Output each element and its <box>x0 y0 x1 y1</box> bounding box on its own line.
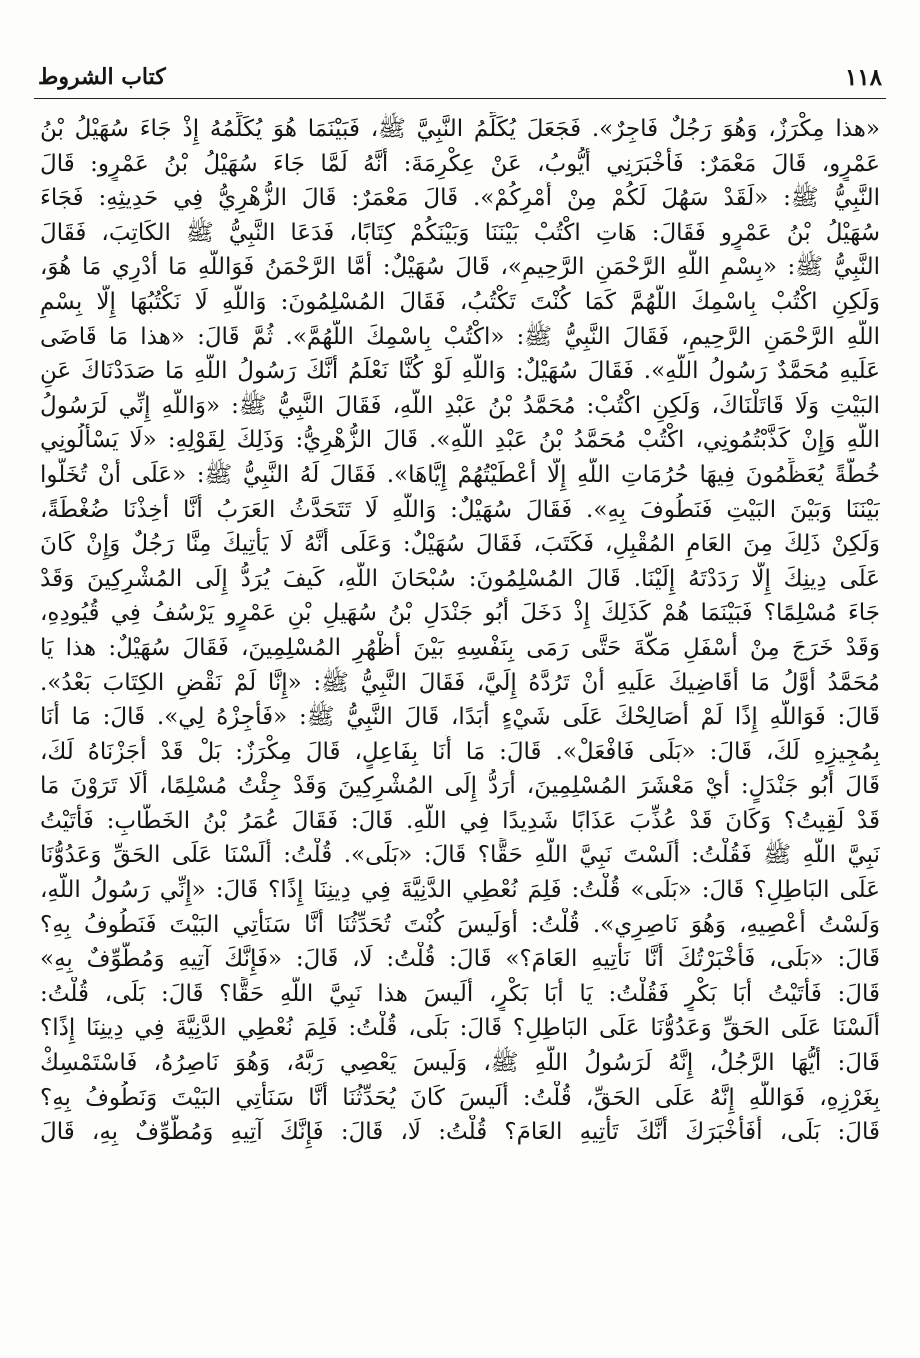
text-line: قَالَ: أَيُّهَا الرَّجُلُ، إِنَّهُ لَرَسُولُ اللَّهِ ﷺ، وَلَيسَ يَعْصِي رَبَّهُ، وَهُوَ نَاصِرُهُ، فَاسْتَمْسِكْ <box>40 1050 880 1077</box>
text-line: قَالَ: فَوَاللَّهِ إِذًا لَمْ أُصَالِحْكَ عَلَى شَيْءٍ أَبَدًا، قَالَ النَّبِيُّ ﷺ: «فَأَجِزْهُ لِي». قَالَ: مَا أَنَا <box>40 704 880 731</box>
text-line: بِمُجِيزِهِ لَكَ، قَالَ: «بَلَى فَافْعَلْ». قَالَ: مَا أَنَا بِفَاعِلٍ، قَالَ مِكْرَزٌ: بَلْ قَدْ أَجَزْنَاهُ لَكَ، <box>40 738 880 765</box>
text-line: جَاءَ مُسْلِمًا؟ فَبَيْنَمَا هُمْ كَذَلِكَ إِذْ دَخَلَ أَبُو جَنْدَلِ بْنُ سُهَيلِ بْنِ عَمْرٍو يَرْسُفُ فِي قُيُودِهِ، <box>40 600 880 627</box>
header-rule <box>34 98 886 99</box>
text-line: عَلَى دِينِكَ إِلَّا رَدَدْتَهُ إِلَيْنَا. قَالَ المُسْلِمُونَ: سُبْحَانَ اللَّهِ، كَيفَ يُرَدُّ إِلَى المُشْرِكِينَ وَقَدْ <box>40 565 880 592</box>
text-line: بَيْنَنَا وَبَيْنَ البَيْتِ فَنَطُوفَ بِهِ». فَقَالَ سُهَيْلٌ: وَاللَّهِ لَا تَتَحَدَّثُ العَرَبُ أَنَّا أُخِذْنَا ضُغْطَةً، <box>40 496 880 523</box>
text-line: وَقَدْ خَرَجَ مِنْ أَسْفَلِ مَكَّةَ حَتَّى رَمَى بِنَفْسِهِ بَيْنَ أَظْهُرِ المُسْلِمِينَ، فَقَالَ سُهَيْلٌ: هذا يَا <box>40 634 880 661</box>
text-line: عَلَى البَاطِلِ؟ قَالَ: «بَلَى» قُلْتُ: فَلِمَ نُعْطِي الدَّنِيَّةَ فِي دِينِنَا إِذًا؟ قَالَ: «إِنِّي رَسُولُ اللَّهِ، <box>40 877 880 904</box>
text-line: البَيْتِ وَلَا قَاتَلْنَاكَ، وَلَكِنِ اكْتُبْ: مُحَمَّدُ بْنُ عَبْدِ اللَّهِ، فَقَالَ النَّبِيُّ ﷺ: «وَاللَّهِ إِنِّي لَرَسُولُ <box>40 392 880 419</box>
text-line: مُحَمَّدُ أَوَّلُ مَا أُقَاضِيكَ عَلَيهِ أَنْ تَرُدَّهُ إِلَيَّ، فَقَالَ النَّبِيُّ ﷺ: «إِنَّا لَمْ نَقْضِ الكِتَابَ بَعْدُ». <box>40 669 880 696</box>
text-line: قَالَ أَبُو جَنْدَلٍ: أَيْ مَعْشَرَ المُسْلِمِينَ، أُرَدُّ إِلَى المُشْرِكِينَ وَقَدْ جِئْتُ مُسْلِمًا، أَلَا تَرَوْنَ مَا <box>40 773 880 800</box>
text-line: وَلَكِنِ اكْتُبْ بِاسْمِكَ اللَّهُمَّ كَمَا كُنْتَ تَكْتُبُ، فَقَالَ المُسْلِمُونَ: وَاللَّهِ لَا نَكْتُبُهَا إِلَّا بِسْمِ <box>40 288 880 315</box>
text-line: خُطَّةً يُعَظِّمُونَ فِيهَا حُرُمَاتِ اللَّهِ إِلَّا أَعْطَيْتُهُمْ إِيَّاهَا». فَقَالَ لَهُ النَّبِيُّ ﷺ: «عَلَى أَنْ تُخَلُّوا <box>40 461 880 488</box>
book-title: كتاب الشروط <box>38 64 166 90</box>
text-line: قَالَ: فَأَتَيْتُ أَبَا بَكْرٍ فَقُلْتُ: يَا أَبَا بَكْرٍ، أَلَيسَ هذا نَبِيَّ اللَّهِ حَقًّا؟ قَالَ: بَلَى، قُلْتُ: <box>40 980 880 1007</box>
text-line: وَلَكِنْ ذَلِكَ مِنَ العَامِ المُقْبِلِ، فَكَتَبَ، فَقَالَ سُهَيْلٌ: وَعَلَى أَنَّهُ لَا يَأْتِيكَ مِنَّا رَجُلٌ وَإِنْ كَانَ <box>40 531 880 558</box>
text-line: «هذا مِكْرَزٌ، وَهُوَ رَجُلٌ فَاجِرٌ». فَجَعَلَ يُكَلِّمُ النَّبِيَّ ﷺ، فَبَيْنَمَا هُوَ يُكَلِّمُهُ إِذْ جَاءَ سُهَيْلُ بْنُ <box>40 116 880 142</box>
text-line: عَلَيهِ مُحَمَّدٌ رَسُولُ اللَّهِ». فَقَالَ سُهَيْلٌ: وَاللَّهِ لَوْ كُنَّا نَعْلَمُ أَنَّكَ رَسُولُ اللَّهِ مَا صَدَدْنَاكَ عَنِ <box>40 358 880 385</box>
page-header <box>38 60 882 94</box>
text-line: سُهَيْلُ بْنُ عَمْرٍو فَقَالَ: هَاتِ اكْتُبْ بَيْنَنَا وَبَيْنَكُمْ كِتَابًا، فَدَعَا النَّبِيُّ ﷺ الكَاتِبَ، فَقَالَ <box>40 219 880 246</box>
text-line: عَمْرٍو، قَالَ مَعْمَرٌ: فَأَخْبَرَنِي أَيُّوبُ، عَنْ عِكْرِمَةَ: أَنَّهُ لَمَّا جَاءَ سُهَيْلُ بْنُ عَمْرٍو: قَالَ <box>40 150 880 177</box>
text-line: النَّبِيُّ ﷺ: «بِسْمِ اللَّهِ الرَّحْمَنِ الرَّحِيمِ»، قَالَ سُهَيْلٌ: أَمَّا الرَّحْمَنُ فَوَاللَّهِ مَا أَدْرِي مَا هُوَ، <box>40 254 880 281</box>
text-line: قَدْ لَقِيتُ؟ وَكَانَ قَدْ عُذِّبَ عَذَابًا شَدِيدًا فِي اللَّهِ. قَالَ: فَقَالَ عُمَرُ بْنُ الخَطَّابِ: فَأَتَيْتُ <box>40 807 880 834</box>
text-line: النَّبِيُّ ﷺ: «لَقَدْ سَهُلَ لَكُمْ مِنْ أَمْرِكُمْ». قَالَ مَعْمَرٌ: قَالَ الزُّهْرِيُّ فِي حَدِيثِهِ: فَجَاءَ <box>40 185 880 212</box>
text-line: أَلَسْنَا عَلَى الحَقِّ وَعَدُوُّنَا عَلَى البَاطِلِ؟ قَالَ: بَلَى، قُلْتُ: فَلِمَ نُعْطِي الدَّنِيَّةَ فِي دِينِنَا إِذًا؟ <box>40 1015 880 1042</box>
text-line: قَالَ: «بَلَى، فَأَخْبَرْتُكَ أَنَّا نَأْتِيهِ العَامَ؟» قَالَ: قُلْتُ: لَا، قَالَ: «فَإِنَّكَ آتِيهِ وَمُطَّوِّفٌ بِهِ» <box>40 946 880 973</box>
text-line: وَلَسْتُ أَعْصِيهِ، وَهُوَ نَاصِرِي». قُلْتُ: أَوَلَيسَ كُنْتَ تُحَدِّثُنَا أَنَّا سَنَأْتِي البَيْتَ فَنَطُوفُ بِهِ؟ <box>40 911 880 938</box>
text-line: اللَّهِ وَإِنْ كَذَّبْتُمُونِي، اكْتُبْ مُحَمَّدُ بْنُ عَبْدِ اللَّهِ». قَالَ الزُّهْرِيُّ: وَذَلِكَ لِقَوْلِهِ: «لَا يَسْأَلُونِي <box>40 427 880 454</box>
text-line: قَالَ: بَلَى، أَفَأَخْبَرَكَ أَنَّكَ تَأْتِيهِ العَامَ؟ قُلْتُ: لَا، قَالَ: فَإِنَّكَ آتِيهِ وَمُطَّوِّفٌ بِهِ، قَالَ <box>40 1119 880 1146</box>
body-text <box>40 112 880 1150</box>
text-line: بِغَرْزِهِ، فَوَاللَّهِ إِنَّهُ عَلَى الحَقِّ، قُلْتُ: أَلَيسَ كَانَ يُحَدِّثُنَا أَنَّا سَنَأْتِي البَيْتَ وَنَطُوفُ بِهِ؟ <box>40 1084 880 1111</box>
page-number: ١١٨ <box>844 63 882 91</box>
text-line: نَبِيَّ اللَّهِ ﷺ فَقُلْتُ: أَلَسْتَ نَبِيَّ اللَّهِ حَقًّا؟ قَالَ: «بَلَى». قُلْتُ: أَلَسْنَا عَلَى الحَقِّ وَعَدُوُّنَا <box>40 842 880 869</box>
text-line: اللَّهِ الرَّحْمَنِ الرَّحِيمِ، فَقَالَ النَّبِيُّ ﷺ: «اكْتُبْ بِاسْمِكَ اللَّهُمَّ». ثُمَّ قَالَ: «هذا مَا قَاضَى <box>40 323 880 350</box>
